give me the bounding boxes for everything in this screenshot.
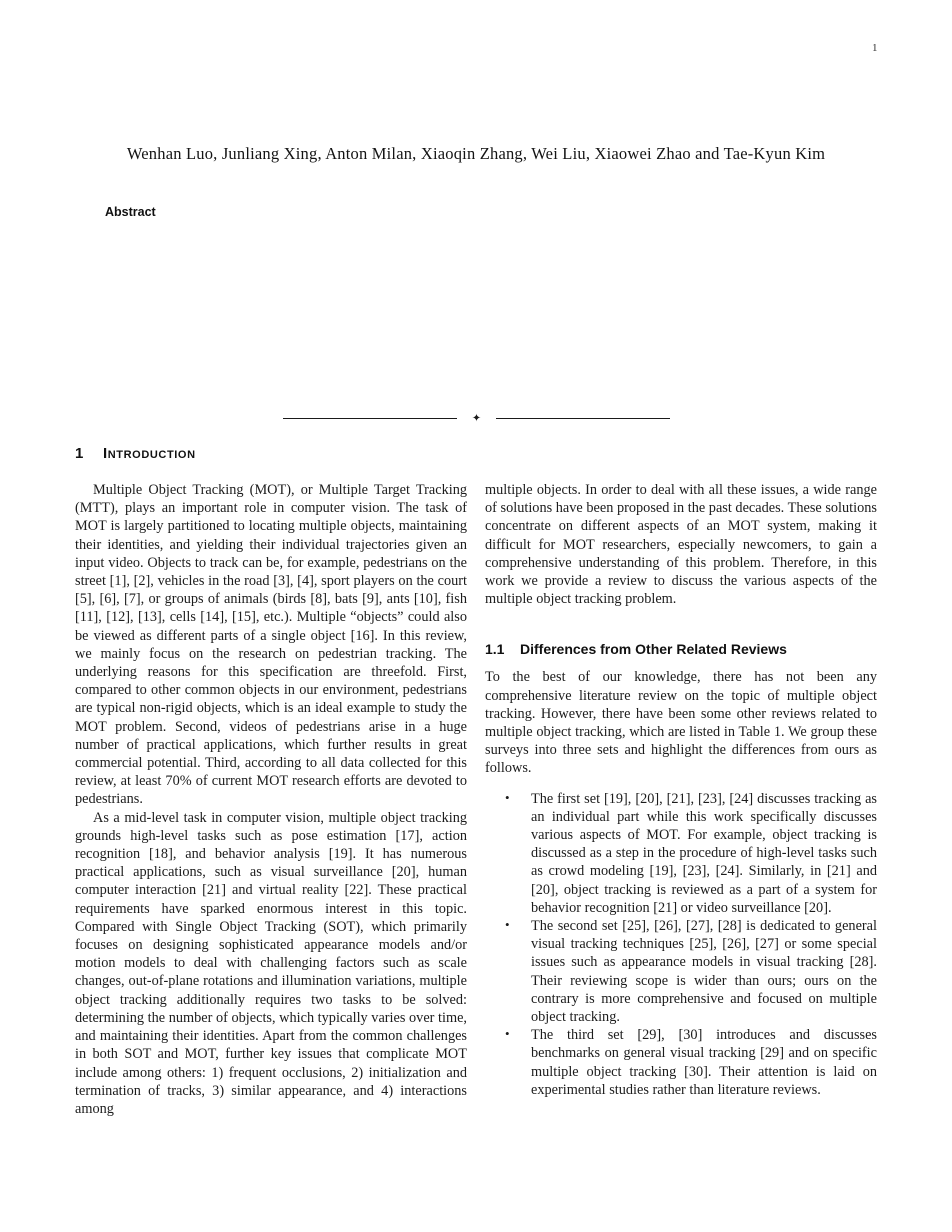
list-item	[485, 1026, 877, 1099]
subsection-paragraph: To the best of our knowledge, there has not been any comprehensive literature review on the topic of multiple object tracking. However, there have been some other reviews related to multiple object tracking, which are listed in Table 1. We group these surveys into three sets and highlight the differences from ours as follows.	[485, 669, 877, 777]
list-item	[485, 917, 877, 1026]
section-number: 1	[75, 445, 84, 462]
diamond-ornament-icon: ✦	[471, 411, 482, 424]
divider-rule-right	[496, 418, 670, 419]
abstract-label: Abstract	[105, 205, 156, 219]
section-title: Introduction	[103, 445, 196, 462]
divider-rule-left	[283, 418, 457, 419]
bullet-icon: •	[505, 789, 510, 805]
intro-paragraph-1: Multiple Object Tracking (MOT), or Multiple Target Tracking (MTT), plays an important role in computer vision. The task of MOT is largely partitioned to locating multiple objects, maintaining their identities, and yielding their individual trajectories given an input video. Objects to track can be, for example, pedestrians on the street [1], [2], vehicles in the road [3], [4], sport players on the court [5], [6], [7], or groups of animals (birds [8], bats [9], ants [10], fish [11], [12], [13], cells [14], [15], etc.). Multiple “objects” could also be viewed as different parts of a single object [16]. In this review, we mainly focus on the research on pedestrian tracking. The underlying reasons for this specification are threefold. First, compared to other common objects in our environment, pedestrians are typical non-rigid objects, which is an ideal example to study the MOT problem. Second, videos of pedestrians arise in a huge number of practical applications, which further results in great commercial potential. Third, according to all data collected for this review, at least 70% of current MOT research efforts are devoted to pedestrians.	[75, 482, 467, 808]
section-heading-introduction	[75, 445, 196, 462]
bullet-icon: •	[505, 917, 510, 933]
left-column	[75, 481, 467, 1118]
bullet-list	[485, 790, 877, 1099]
subsection-number: 1.1	[485, 641, 505, 658]
page-number: 1	[872, 42, 878, 54]
bullet-text-2: The second set [25], [26], [27], [28] is dedicated to general visual tracking techniques [25], [26], [27] or some special issues such as appearance models in visual tracking [28]. Their reviewing scope is wider than ours; ours on the contrary is more comprehensive and focused on multiple object tracking.	[531, 918, 877, 1026]
bullet-icon: •	[505, 1026, 510, 1042]
section-divider	[283, 411, 670, 425]
subsection-heading-differences	[485, 641, 877, 658]
right-column	[485, 481, 877, 1099]
author-line: Wenhan Luo, Junliang Xing, Anton Milan, Xiaoqin Zhang, Wei Liu, Xiaowei Zhao and Tae-Kyun Kim	[126, 144, 826, 163]
list-item	[485, 790, 877, 917]
intro-paragraph-continued: multiple objects. In order to deal with all these issues, a wide range of solutions have been proposed in the past decades. These solutions concentrate on different aspects of an MOT system, making it difficult for MOT researchers, especially newcomers, to gain a comprehensive understanding of this problem. Therefore, in this work we provide a review to discuss the various aspects of the multiple object tracking problem.	[485, 482, 877, 608]
bullet-text-1: The first set [19], [20], [21], [23], [24] discusses tracking as an individual part while this work specifically discusses various aspects of MOT. For example, object tracking is discussed as a step in the procedure of high-level tasks such as crowd modeling [19], [23], [24]. Similarly, in [21] and [20], object tracking is reviewed as a part of a system for behavior recognition [21] or video surveillance [20].	[531, 790, 877, 916]
subsection-title: Differences from Other Related Reviews	[520, 641, 787, 658]
intro-paragraph-2: As a mid-level task in computer vision, multiple object tracking grounds high-level tasks such as pose estimation [17], action recognition [18], and behavior analysis [19]. It has numerous practical applications, such as visual surveillance [20], human computer interaction [21] and virtual reality [22]. These practical requirements have sparked enormous interest in this topic. Compared with Single Object Tracking (SOT), which primarily focuses on designing sophisticated appearance models and/or motion models to deal with challenging factors such as scale changes, out-of-plane rotations and illumination variations, multiple object tracking additionally requires two tasks to be solved: determining the number of objects, which typically varies over time, and maintaining their identities. Apart from the common challenges in both SOT and MOT, further key issues that complicate MOT include among others: 1) frequent occlusions, 2) initialization and termination of tracks, 3) similar appearance, and 4) interactions among	[75, 809, 467, 1117]
bullet-text-3: The third set [29], [30] introduces and discusses benchmarks on general visual tracking [29] and on specific multiple object tracking [30]. Their attention is laid on experimental studies rather than literature reviews.	[531, 1027, 877, 1098]
